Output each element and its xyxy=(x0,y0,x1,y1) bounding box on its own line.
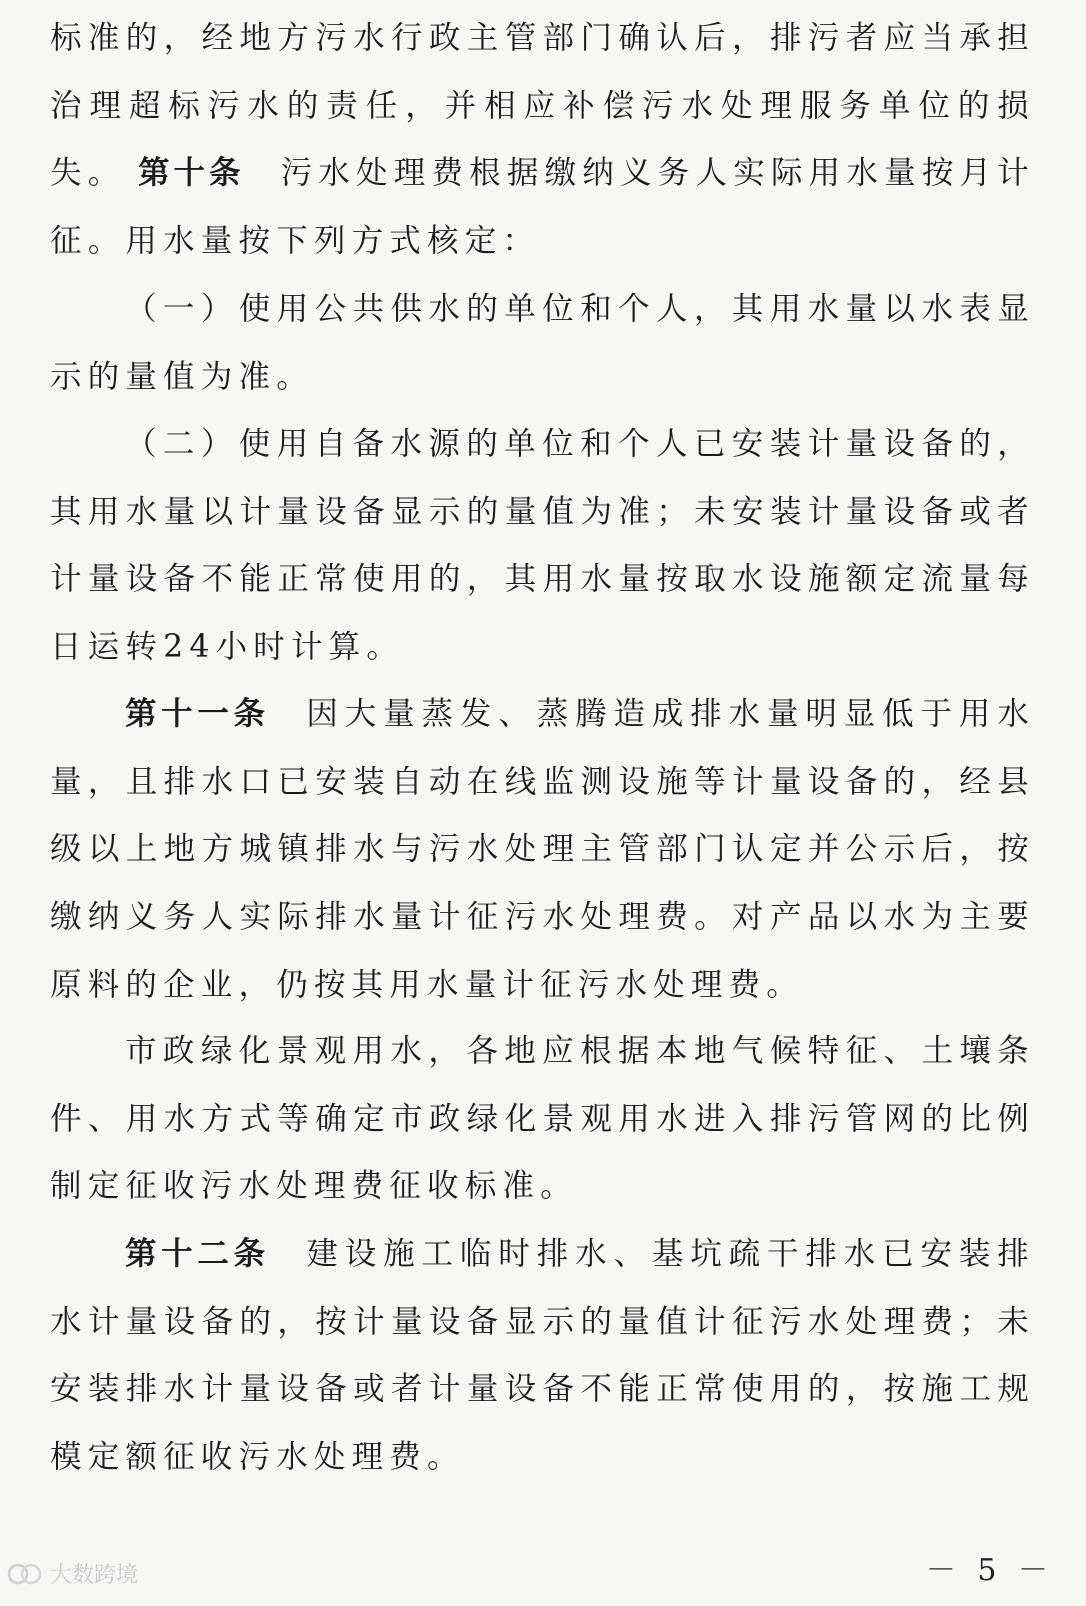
dashuju-logo-icon xyxy=(6,1559,44,1589)
article-10-item-2 xyxy=(50,411,1035,682)
paragraph-text: 建设施工临时排水、基坑疏干排水已安装排水计量设备的，按计量设备显示的量值计征污水处理费；未安装排水计量设备或者计量设备不能正常使用的，按施工规模定额征收污水处理费。 xyxy=(50,1236,1035,1476)
article-12 xyxy=(50,1221,1035,1492)
page-number: － 5 － xyxy=(925,1553,1054,1588)
paragraph-text: 污水处理费根据缴纳义务人实际用水量按月计征。用水量按下列方式核定： xyxy=(50,155,1035,259)
paragraph-text: （二）使用自备水源的单位和个人已安装计量设备的，其用水量以计量设备显示的量值为准；未安装计量设备或者计量设备不能正常使用的，其用水量按取水设施额定流量每日运转24小时计算。 xyxy=(50,426,1035,666)
article-11 xyxy=(50,681,1035,1020)
paragraph-text: 标准的，经地方污水行政主管部门确认后，排污者应当承担治理超标污水的责任，并相应补偿污水处理服务单位的损失。 xyxy=(50,20,1035,192)
article-10 xyxy=(50,140,1035,275)
paragraph-text: （一）使用公共供水的单位和个人，其用水量以水表显示的量值为准。 xyxy=(50,291,1035,395)
article-heading: 第十条 xyxy=(138,155,265,191)
article-11-supplement xyxy=(50,1018,1035,1221)
article-heading: 第十一条 xyxy=(125,696,290,732)
article-10-item-1 xyxy=(50,276,1035,411)
watermark xyxy=(6,1558,138,1589)
watermark-text: 大数跨境 xyxy=(50,1563,139,1588)
paragraph-text: 市政绿化景观用水，各地应根据本地气候特征、土壤条件、用水方式等确定市政绿化景观用水进入排污管网的比例制定征收污水处理费征收标准。 xyxy=(50,1033,1035,1205)
article-heading: 第十二条 xyxy=(125,1236,290,1272)
paragraph-text: 因大量蒸发、蒸腾造成排水量明显低于用水量，且排水口已安装自动在线监测设施等计量设备的，经县级以上地方城镇排水与污水处理主管部门认定并公示后，按缴纳义务人实际排水量计征污水处理费。对产品以水为主要原料的企业，仍按其用水量计征污水处理费。 xyxy=(50,696,1035,1003)
